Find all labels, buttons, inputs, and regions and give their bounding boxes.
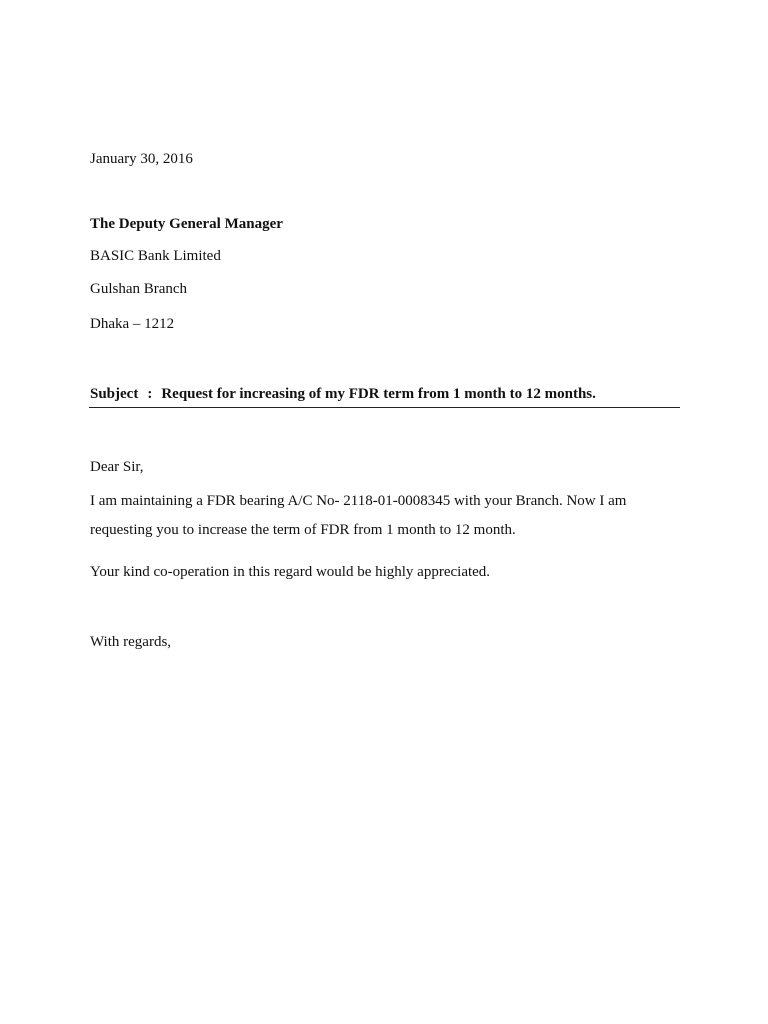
closing: With regards, [90,634,172,650]
recipient-organization: BASIC Bank Limited [90,248,221,264]
subject-separator: : [147,386,153,402]
body-paragraph-line-3: Your kind co-operation in this regard would be highly appreciated. [90,564,491,580]
body-paragraph-line-1: I am maintaining a FDR bearing A/C No- 2118-01-0008345 with your Branch. Now I am [90,493,627,509]
subject-underline [89,407,680,408]
subject-label: Subject [90,386,139,402]
salutation: Dear Sir, [90,459,144,475]
recipient-branch: Gulshan Branch [90,281,188,297]
subject-line [90,385,680,403]
letter-date: January 30, 2016 [90,151,193,167]
subject-text: Request for increasing of my FDR term from 1 month to 12 months. [161,386,596,402]
body-paragraph-line-2: requesting you to increase the term of FDR from 1 month to 12 month. [90,522,516,538]
recipient-city: Dhaka – 1212 [90,316,175,332]
recipient-title: The Deputy General Manager [90,216,283,232]
